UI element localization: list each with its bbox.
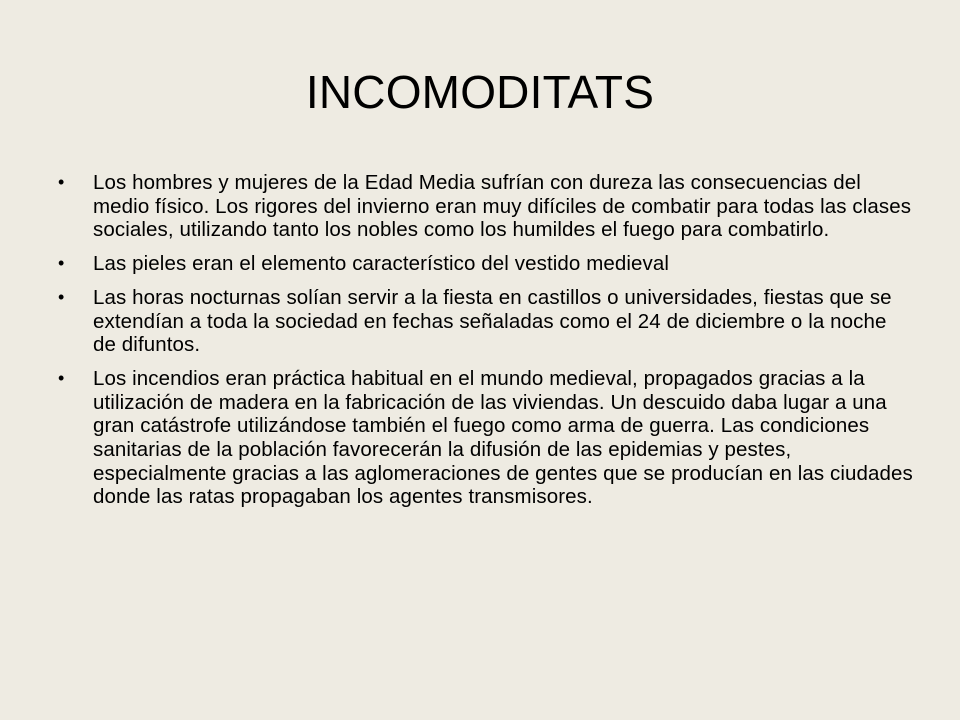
- bullet-dot-icon: •: [58, 172, 65, 192]
- bullet-item: [58, 171, 914, 242]
- bullet-item: [58, 286, 914, 357]
- bullet-list: [58, 171, 914, 509]
- bullet-text: Las pieles eran el elemento característico del vestido medieval: [93, 252, 670, 276]
- bullet-dot-icon: •: [58, 286, 65, 307]
- bullet-text: Las horas nocturnas solían servir a la fiesta en castillos o universidades, fiestas que se extendían a toda la sociedad en fechas señaladas como el 24 de diciembre o la noche de difuntos.: [93, 285, 892, 357]
- bullet-dot-icon: •: [58, 367, 65, 388]
- bullet-dot-icon: •: [58, 253, 65, 274]
- slide-title: INCOMODITATS: [305, 66, 655, 118]
- bullet-text: Los incendios eran práctica habitual en el mundo medieval, propagados gracias a la utilización de madera en la fabricación de las viviendas. Un descuido daba lugar a una gran catástrofe utilizándose también el fuego como arma de guerra. Las condiciones sanitarias de la población favorecerán la difusión de las epidemias y pestes, especialmente gracias a las aglomeraciones de gentes que se producían en las ciudades donde las ratas propagaban los agentes transmisores.: [93, 366, 913, 509]
- bullet-text: Los hombres y mujeres de la Edad Media sufrían con dureza las consecuencias del medio físico. Los rigores del invierno eran muy difíciles de combatir para todas las clases sociales, utilizando tanto los nobles como los humildes el fuego para combatirlo.: [93, 171, 912, 242]
- bullet-item: [58, 252, 914, 276]
- bullet-item: [58, 367, 914, 509]
